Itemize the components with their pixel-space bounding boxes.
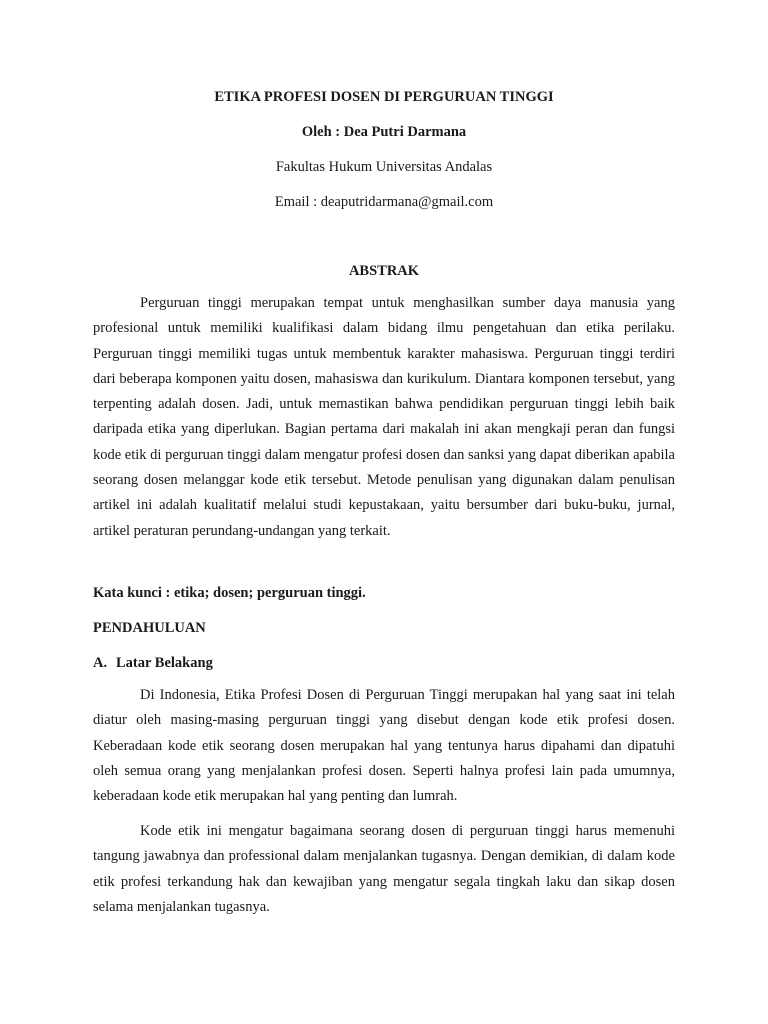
subsection-marker: A. <box>93 655 108 671</box>
author-line: Oleh : Dea Putri Darmana <box>301 124 467 140</box>
intro-paragraph-2: Kode etik ini mengatur bagaimana seorang dosen di perguruan tinggi harus memenuhi tangung jawabnya dan professional dalam menjalankan tugasnya. Dengan demikian, di dalam kode etik profesi terkandung hak dan kewajiban yang mengatur segala tingkah laku dan sikap dosen selama menjalankan tugasnya. <box>93 823 675 915</box>
subsection-title: Latar Belakang <box>116 655 213 671</box>
abstract-body: Perguruan tinggi merupakan tempat untuk menghasilkan sumber daya manusia yang profesional untuk memiliki kualifikasi dalam bidang ilmu pengetahuan dan etika perilaku. Perguruan tinggi memiliki tugas untuk membentuk karakter mahasiswa. Perguruan tinggi terdiri dari beberapa komponen yaitu dosen, mahasiswa dan kurikulum. Diantara komponen tersebut, yang terpenting adalah dosen. Jadi, untuk memastikan bahwa pendidikan perguruan tinggi lebih baik daripada etika yang diperlukan. Bagian pertama dari makalah ini akan mengkaji peran dan fungsi kode etik di perguruan tinggi dalam mengatur profesi dosen dan sanksi yang dapat diberikan apabila seorang dosen melanggar kode etik tersebut. Metode penulisan yang digunakan dalam penulisan artikel ini adalah kualitatif melalui studi kepustakaan, yaitu bersumber dari buku-buku, jurnal, artikel peraturan perundang-undangan yang terkait. <box>93 295 675 539</box>
keywords-line: Kata kunci : etika; dosen; perguruan tinggi. <box>93 585 366 601</box>
intro-paragraph-1: Di Indonesia, Etika Profesi Dosen di Perguruan Tinggi merupakan hal yang saat ini telah diatur oleh masing-masing perguruan tinggi yang disebut dengan kode etik profesi dosen. Keberadaan kode etik seorang dosen merupakan hal yang tentunya harus dipahami dan dipatuhi oleh semua orang yang menjalankan profesi dosen. Seperti halnya profesi lain pada umumnya, keberadaan kode etik merupakan hal yang penting dan lumrah. <box>93 687 675 805</box>
section-heading-pendahuluan: PENDAHULUAN <box>93 620 206 636</box>
paper-title: ETIKA PROFESI DOSEN DI PERGURUAN TINGGI <box>214 89 554 105</box>
affiliation-line: Fakultas Hukum Universitas Andalas <box>275 159 493 175</box>
email-line: Email : deaputridarmana@gmail.com <box>274 194 494 210</box>
abstract-heading: ABSTRAK <box>348 263 420 279</box>
subsection-heading <box>93 654 213 672</box>
